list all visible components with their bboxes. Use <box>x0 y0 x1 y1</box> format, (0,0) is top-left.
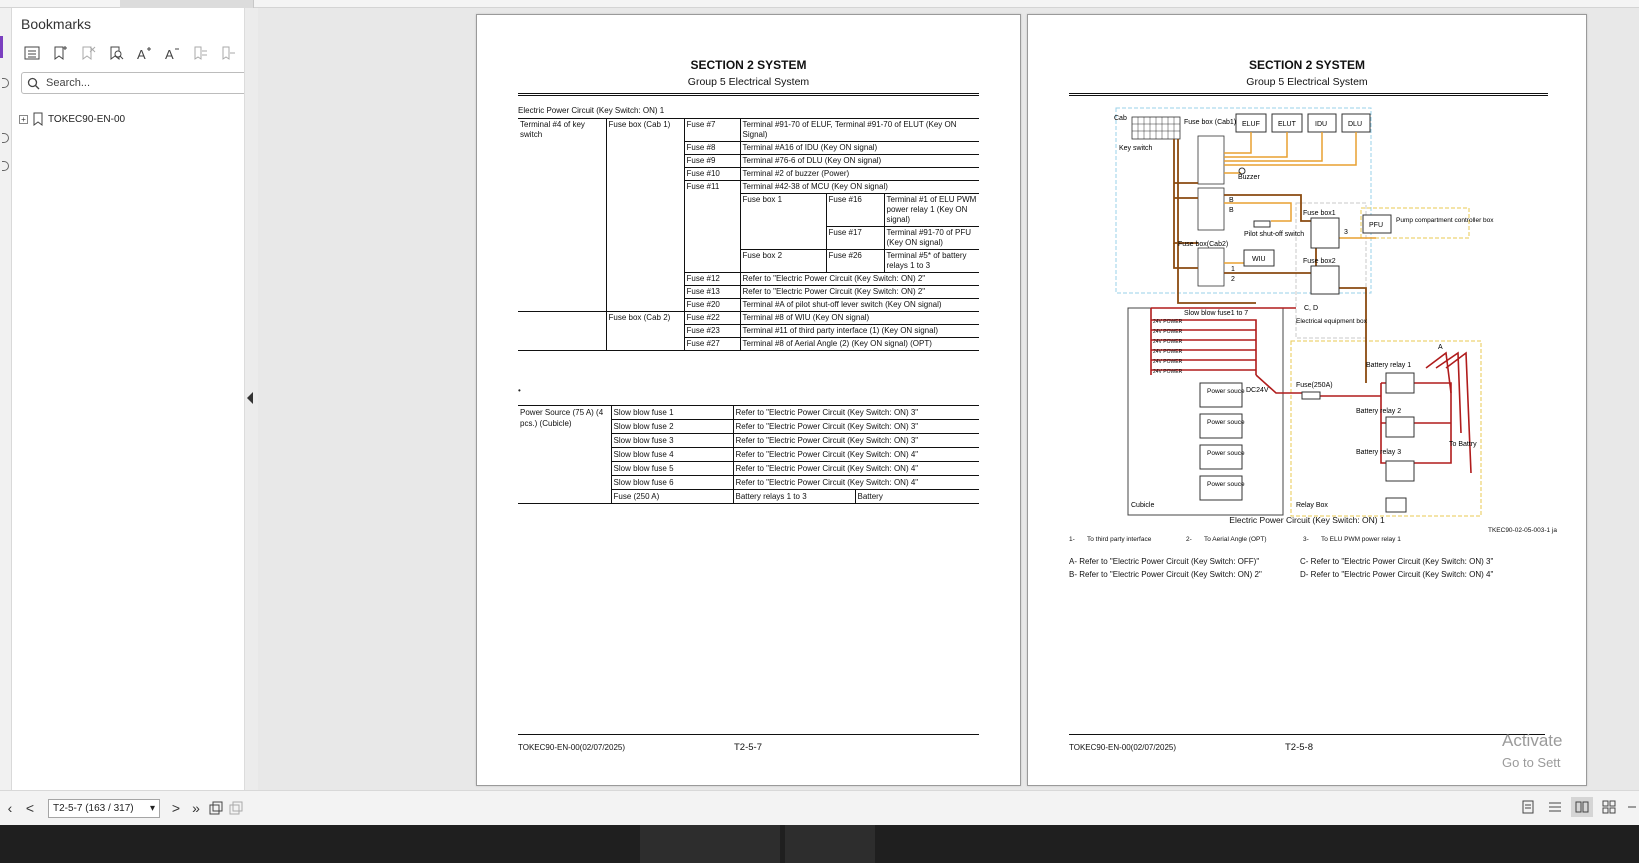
legend-item: A- Refer to "Electric Power Circuit (Key Switch: OFF)" <box>1069 557 1260 566</box>
fuse-box-2 <box>1311 266 1339 294</box>
diagram-label: Electrical equipment box <box>1296 318 1367 325</box>
diagram-label: B <box>1229 207 1234 214</box>
panel-toggle-icon[interactable] <box>2 161 9 171</box>
panel-toggle-icon[interactable] <box>2 78 9 88</box>
fuse-box-1 <box>1311 218 1339 248</box>
diagram-label: C, D <box>1304 305 1318 312</box>
diagram-label: Relay Box <box>1296 502 1328 509</box>
zoom-out-icon[interactable] <box>1625 797 1639 817</box>
footer-rule <box>518 734 979 735</box>
activation-watermark-sub: Go to Sett <box>1502 755 1561 770</box>
header-rule <box>518 93 979 96</box>
svg-text:A: A <box>165 47 174 61</box>
table-cell: Refer to "Electric Power Circuit (Key Switch: ON) 3" <box>733 434 979 448</box>
extract-page-icon[interactable] <box>226 798 246 818</box>
table-cell: Slow blow fuse 1 <box>611 406 733 420</box>
pdf-page-right <box>1027 14 1587 786</box>
note-number: 2- <box>1186 536 1192 543</box>
section-title: SECTION 2 SYSTEM <box>690 58 807 72</box>
table-cell: Terminal #A of pilot shut-off lever switch (Key ON signal) <box>740 299 979 312</box>
diagram-label: 24V POWER <box>1153 339 1183 345</box>
diagram-label: 24V POWER <box>1153 319 1183 325</box>
diagram-label: Power souce <box>1207 388 1245 395</box>
bookmarks-panel-indicator[interactable] <box>0 36 3 58</box>
table-cell: Fuse #13 <box>684 286 740 299</box>
panel-toggle-icon[interactable] <box>2 133 9 143</box>
collapse-all-icon[interactable] <box>217 42 239 64</box>
table-cell: Battery <box>855 490 979 504</box>
diagram-label: ELUT <box>1278 121 1296 128</box>
taskbar-item[interactable] <box>640 825 780 863</box>
footer-rule <box>1069 734 1545 735</box>
font-decrease-icon[interactable] <box>161 42 183 64</box>
diagram-label: Power souce <box>1207 419 1245 426</box>
table-cell: Fuse #7 <box>684 119 740 142</box>
table-cell: Terminal #91-70 of ELUF, Terminal #91-70 of ELUT (Key ON Signal) <box>740 119 979 142</box>
footer-page-number: T2-5-7 <box>734 742 762 753</box>
table-cell: Terminal #1 of ELU PWM power relay 1 (Key ON signal) <box>884 194 979 227</box>
pilot-switch-symbol <box>1254 221 1270 227</box>
diagram-label: Fuse(250A) <box>1296 382 1333 389</box>
diode-symbol <box>1386 498 1406 512</box>
legend-left <box>1069 555 1262 581</box>
bookmarks-panel <box>12 8 255 825</box>
table-cell: Fuse #27 <box>684 338 740 351</box>
table-cell: Terminal #91-70 of PFU (Key ON signal) <box>884 227 979 250</box>
table-cell: Refer to "Electric Power Circuit (Key Switch: ON) 4" <box>733 476 979 490</box>
footer-doc-id: TOKEC90-EN-00(02/07/2025) <box>518 743 626 752</box>
table-cell: Fuse #12 <box>684 273 740 286</box>
previous-page-icon[interactable]: < <box>25 800 35 816</box>
panel-splitter[interactable] <box>244 8 258 825</box>
table-cell: Refer to "Electric Power Circuit (Key Switch: ON) 4" <box>733 448 979 462</box>
table-cell: Fuse #9 <box>684 155 740 168</box>
left-panel-rail <box>0 8 12 825</box>
svg-text:A: A <box>137 47 146 61</box>
table-cell: Power Source (75 A) (4 pcs.) (Cubicle) <box>518 406 611 504</box>
table-cell: Fuse #23 <box>684 325 740 338</box>
diagram-label: To Battry <box>1449 441 1477 448</box>
bookmark-icon <box>32 112 44 126</box>
search-icon <box>27 77 40 90</box>
table-row <box>518 312 979 325</box>
diagram-label: Battery relay 3 <box>1356 449 1402 456</box>
bookmark-item[interactable] <box>19 110 125 128</box>
diagram-label: Cubicle <box>1131 502 1155 509</box>
table-cell: Fuse #16 <box>826 194 884 227</box>
first-page-icon[interactable]: ‹ <box>7 800 13 816</box>
table-cell: Terminal #8 of WIU (Key ON signal) <box>740 312 979 325</box>
expand-all-icon[interactable] <box>189 42 211 64</box>
header-rule <box>1069 93 1548 96</box>
diagram-label: DLU <box>1348 121 1363 128</box>
fuse-box-cab1 <box>1198 136 1224 184</box>
diagram-label: Fuse box1 <box>1303 210 1336 217</box>
diagram-label: Key switch <box>1119 145 1153 152</box>
table-cell: Fuse #22 <box>684 312 740 325</box>
diagram-label: Fuse box (Cab1) <box>1184 119 1237 126</box>
diagram-code: TKEC90-02-05-003-1 ja <box>1487 527 1557 534</box>
diagram-label: Battery relay 1 <box>1366 362 1412 369</box>
next-page-icon[interactable]: > <box>171 800 181 816</box>
diagram-label: IDU <box>1315 121 1328 128</box>
two-page-icon[interactable] <box>1571 797 1593 817</box>
page-navigation <box>0 797 246 819</box>
circuit-table <box>518 118 979 351</box>
diagram-label: DC24V <box>1246 387 1269 394</box>
chevron-down-icon: ▾ <box>149 802 155 814</box>
table-cell: Fuse box 2 <box>740 250 826 273</box>
note-text: To ELU PWM power relay 1 <box>1321 536 1401 543</box>
find-bookmark-icon[interactable] <box>105 42 127 64</box>
expand-icon[interactable]: + <box>19 115 28 124</box>
table-cell: Terminal #76-6 of DLU (Key ON signal) <box>740 155 979 168</box>
diagram-label: Pilot shut-off switch <box>1244 231 1305 238</box>
collapse-panel-icon[interactable] <box>247 392 253 404</box>
table-cell: Terminal #A16 of IDU (Key ON signal) <box>740 142 979 155</box>
table-cell: Refer to "Electric Power Circuit (Key Switch: ON) 3" <box>733 406 979 420</box>
footer-doc-id: TOKEC90-EN-00(02/07/2025) <box>1069 743 1177 752</box>
list-icon[interactable] <box>21 42 43 64</box>
panel-title: Bookmarks <box>21 16 92 32</box>
diagram-label: ELUF <box>1242 121 1260 128</box>
table-cell: Slow blow fuse 6 <box>611 476 733 490</box>
table-cell: Refer to "Electric Power Circuit (Key Switch: ON) 3" <box>733 420 979 434</box>
table-cell: Fuse #17 <box>826 227 884 250</box>
battery-relay-3 <box>1386 461 1414 481</box>
table-cell: Fuse box 1 <box>740 194 826 250</box>
legend-right <box>1300 555 1493 581</box>
two-page-continuous-icon[interactable] <box>1598 797 1620 817</box>
diagram-label: Buzzer <box>1238 174 1260 181</box>
red-wires <box>1151 308 1471 473</box>
view-mode-buttons <box>1517 797 1639 817</box>
taskbar-item[interactable] <box>785 825 875 863</box>
continuous-icon[interactable] <box>1544 797 1566 817</box>
diagram-label: Fuse box2 <box>1303 258 1336 265</box>
table-caption: Electric Power Circuit (Key Switch: ON) 1 <box>518 106 665 115</box>
diagram-label: 3 <box>1344 229 1348 236</box>
section-subtitle: Group 5 Electrical System <box>687 76 810 88</box>
table-cell: Refer to "Electric Power Circuit (Key Switch: ON) 2" <box>740 273 979 286</box>
diagram-label: Cab <box>1114 115 1127 122</box>
diagram-label: Slow blow fuse1 to 7 <box>1184 310 1249 317</box>
table-cell: Terminal #42-38 of MCU (Key ON signal) <box>740 181 979 194</box>
diagram-label: Power souce <box>1207 450 1245 457</box>
table-cell: Refer to "Electric Power Circuit (Key Switch: ON) 2" <box>740 286 979 299</box>
legend-item: C- Refer to "Electric Power Circuit (Key Switch: ON) 3" <box>1300 557 1494 566</box>
battery-relay-1 <box>1386 373 1414 393</box>
tab-strip <box>0 0 1639 8</box>
battery-relay-2 <box>1386 417 1414 437</box>
fuse-250a-symbol <box>1302 392 1320 399</box>
table-cell: Terminal #5* of battery relays 1 to 3 <box>884 250 979 273</box>
legend-item: D- Refer to "Electric Power Circuit (Key Switch: ON) 4" <box>1300 570 1494 579</box>
footer-page-number: T2-5-8 <box>1285 742 1313 753</box>
diagram-label: A <box>1438 344 1443 351</box>
note-text: To Aerial Angle (OPT) <box>1204 536 1267 543</box>
bookmark-search[interactable] <box>21 72 247 94</box>
legend-item: B- Refer to "Electric Power Circuit (Key Switch: ON) 2" <box>1069 570 1262 579</box>
table-cell: Refer to "Electric Power Circuit (Key Switch: ON) 4" <box>733 462 979 476</box>
table-cell: Slow blow fuse 3 <box>611 434 733 448</box>
status-bar <box>0 790 1639 825</box>
table-cell: Fuse #10 <box>684 168 740 181</box>
activation-watermark: Activate <box>1502 731 1563 750</box>
pdf-page-left <box>476 14 1021 786</box>
diagram-label: 24V POWER <box>1153 329 1183 335</box>
table-cell: Slow blow fuse 4 <box>611 448 733 462</box>
orange-wires <box>1224 132 1376 263</box>
fuse-box-cab1-lower <box>1198 188 1224 230</box>
table-cell: Fuse #20 <box>684 299 740 312</box>
diagram-label: Fuse box(Cab2) <box>1178 241 1229 248</box>
table-row <box>518 119 979 142</box>
document-tab[interactable] <box>120 0 254 8</box>
table-cell: Battery relays 1 to 3 <box>733 490 855 504</box>
table-cell: Slow blow fuse 5 <box>611 462 733 476</box>
table-row <box>518 338 979 351</box>
table-cell: Terminal #2 of buzzer (Power) <box>740 168 979 181</box>
diagram-label: 24V POWER <box>1153 359 1183 365</box>
diagram-label: 1 <box>1231 266 1235 273</box>
os-taskbar <box>0 825 1639 863</box>
table-cell: Terminal #8 of Aerial Angle (2) (Key ON signal) (OPT) <box>740 338 979 351</box>
note-text: To third party interface <box>1087 536 1152 543</box>
delete-bookmark-icon[interactable] <box>77 42 99 64</box>
diagram-label: Battery relay 2 <box>1356 408 1402 415</box>
search-input[interactable] <box>46 75 242 91</box>
section-title: SECTION 2 SYSTEM <box>1248 58 1366 72</box>
table-cell: Terminal #4 of key switch <box>518 119 606 312</box>
page-number-select[interactable] <box>48 799 160 818</box>
diagram-label: B <box>1229 197 1234 204</box>
fuse-box-cab2 <box>1198 248 1224 286</box>
diagram-label: 24V POWER <box>1153 349 1183 355</box>
note-number: 3- <box>1303 536 1309 543</box>
section-subtitle: Group 5 Electrical System <box>1246 76 1368 88</box>
last-page-icon[interactable]: » <box>192 800 200 816</box>
single-page-icon[interactable] <box>1517 797 1539 817</box>
diagram-label: Pump compartment controller box <box>1396 217 1494 224</box>
diagram-label: 2 <box>1231 276 1235 283</box>
table-cell: Fuse #26 <box>826 250 884 273</box>
page-indicator: T2-5-7 (163 / 317) <box>53 802 134 814</box>
bullet: • <box>518 386 521 395</box>
table-cell: Fuse #8 <box>684 142 740 155</box>
table-cell: Slow blow fuse 2 <box>611 420 733 434</box>
document-viewer <box>258 8 1639 790</box>
diagram-label: PFU <box>1369 222 1383 229</box>
font-increase-icon[interactable] <box>133 42 155 64</box>
note-number: 1- <box>1069 536 1075 543</box>
rotate-page-icon[interactable] <box>206 798 226 818</box>
bookmark-toolbar <box>21 41 239 65</box>
add-bookmark-icon[interactable] <box>49 42 71 64</box>
diagram-caption: Electric Power Circuit (Key Switch: ON) 1 <box>1229 515 1385 525</box>
power-source-table <box>518 405 979 504</box>
diagram-label: WIU <box>1252 256 1266 263</box>
table-cell: Fuse #11 <box>684 181 740 273</box>
table-cell: Terminal #11 of third party interface (1) (Key ON signal) <box>740 325 979 338</box>
diagram-label: 24V POWER <box>1153 369 1183 375</box>
table-cell: Fuse (250 A) <box>611 490 733 504</box>
table-cell: Fuse box (Cab 1) <box>606 119 684 312</box>
table-row <box>518 325 979 338</box>
table-row <box>518 406 979 420</box>
wiring-diagram <box>1066 103 1536 548</box>
table-cell: Fuse box (Cab 2) <box>606 312 684 351</box>
bookmark-label: TOKEC90-EN-00 <box>48 113 126 125</box>
diagram-label: Power souce <box>1207 481 1245 488</box>
